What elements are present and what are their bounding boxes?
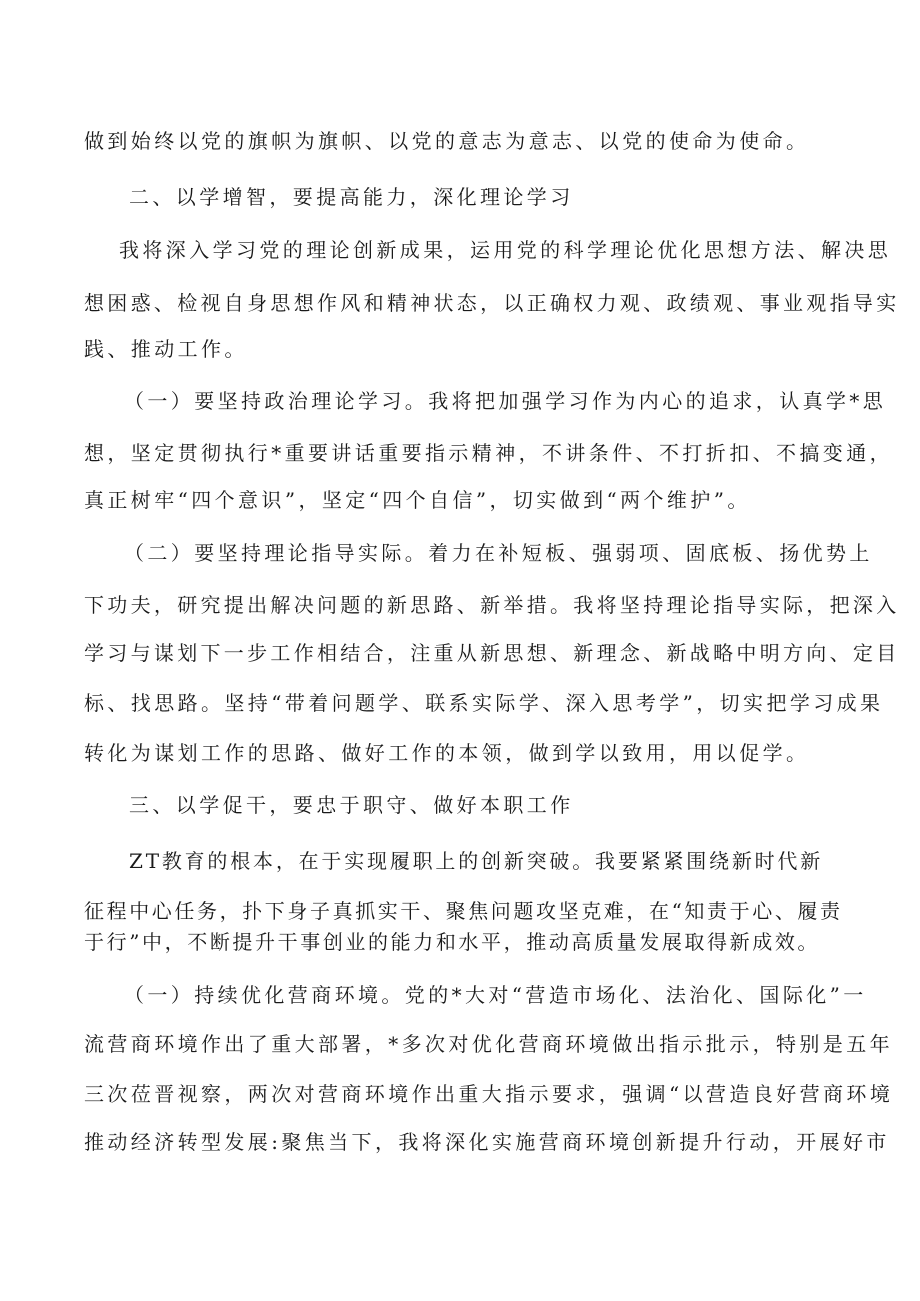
paragraph-line: 下功夫，研究提出解决问题的新思路、新举措。我将坚持理论指导实际，把深入 <box>84 593 900 617</box>
section-heading: 三、以学促干，要忠于职守、做好本职工作 <box>129 793 574 817</box>
paragraph-line: （二）要坚持理论指导实际。着力在补短板、强弱项、固底板、扬优势上 <box>124 541 873 565</box>
paragraph-line: 征程中心任务，扑下身子真抓实干、聚焦问题攻坚克难，在“知责于心、履责 <box>84 899 843 923</box>
section-heading: 二、以学增智，要提高能力，深化理论学习 <box>129 185 574 209</box>
paragraph-line: 我将深入学习党的理论创新成果，运用党的科学理论优化思想方法、解决思 <box>119 238 892 262</box>
paragraph-line: 转化为谋划工作的思路、做好工作的本领，做到学以致用，用以促学。 <box>84 741 810 765</box>
paragraph-line: 推动经济转型发展:聚焦当下，我将深化实施营商环境创新提升行动，开展好市 <box>84 1130 890 1154</box>
paragraph-line: 真正树牢“四个意识”，坚定“四个自信”，切实做到“两个维护”。 <box>84 488 751 512</box>
paragraph-line: 想，坚定贯彻执行*重要讲话重要指示精神，不讲条件、不打折扣、不搞变通， <box>84 441 893 465</box>
paragraph-line: （一）持续优化营商环境。党的*大对“营造市场化、法治化、国际化”一 <box>124 983 867 1007</box>
paragraph-line: 三次莅晋视察，两次对营商环境作出重大指示要求，强调“以营造良好营商环境 <box>84 1082 894 1106</box>
paragraph-line: ZT教育的根本，在于实现履职上的创新突破。我要紧紧围绕新时代新 <box>129 849 824 873</box>
paragraph-line: 于行”中，不断提升干事创业的能力和水平，推动高质量发展取得新成效。 <box>84 930 821 954</box>
paragraph-line: 践、推动工作。 <box>84 337 248 361</box>
paragraph-line: 流营商环境作出了重大部署，*多次对优化营商环境做出指示批示，特别是五年 <box>84 1032 893 1056</box>
paragraph-line: 标、找思路。坚持“带着问题学、联系实际学、深入思考学”，切实把学习成果 <box>84 691 884 715</box>
paragraph-line: 想困惑、检视自身思想作风和精神状态，以正确权力观、政绩观、事业观指导实 <box>84 291 900 315</box>
paragraph-line: 学习与谋划下一步工作相结合，注重从新思想、新理念、新战略中明方向、定目 <box>84 641 900 665</box>
paragraph-line: 做到始终以党的旗帜为旗帜、以党的意志为意志、以党的使命为使命。 <box>84 129 810 153</box>
paragraph-line: （一）要坚持政治理论学习。我将把加强学习作为内心的追求，认真学*思 <box>124 389 887 413</box>
